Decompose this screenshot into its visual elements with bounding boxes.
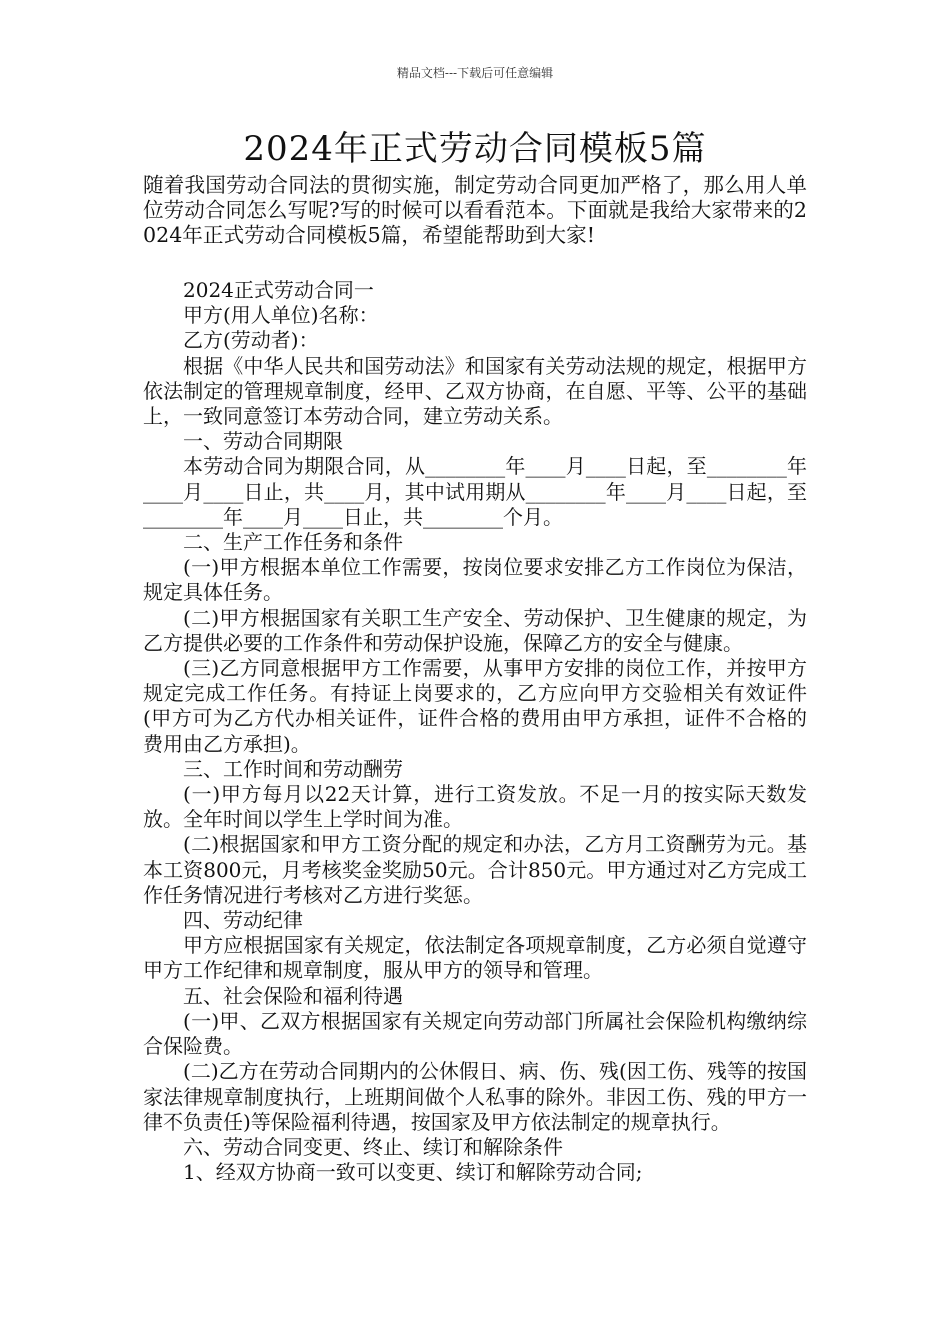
party-b-line: 乙方(劳动者)： bbox=[183, 328, 319, 353]
body-paragraph: 1、经双方协商一致可以变更、续订和解除劳动合同; bbox=[183, 1160, 643, 1185]
party-a-line: 甲方(用人单位)名称： bbox=[183, 303, 379, 328]
contract-heading: 2024正式劳动合同一 bbox=[183, 278, 374, 302]
body-paragraph: (二)根据国家和甲方工资分配的规定和办法，乙方月工资酬劳为元。基本工资800元，月考核奖金奖励50元。合计850元。甲方通过对乙方完成工作任务情况进行考核对乙方进行奖惩。 bbox=[143, 832, 807, 907]
section-heading: 一、劳动合同期限 bbox=[183, 429, 343, 454]
section-heading: 四、劳动纪律 bbox=[183, 908, 303, 933]
section-heading: 六、劳动合同变更、终止、续订和解除条件 bbox=[183, 1134, 563, 1159]
intro-paragraph: 随着我国劳动合同法的贯彻实施，制定劳动合同更加严格了，那么用人单位劳动合同怎么写呢?写的时候可以看看范本。下面就是我给大家带来的2024年正式劳动合同模板5篇，希望能帮助到大家! bbox=[143, 173, 807, 247]
running-header: 精品文档---下载后可任意编辑 bbox=[396, 66, 554, 80]
body-paragraph: (一)甲方每月以22天计算，进行工资发放。不足一月的按实际天数发放。全年时间以学生上学时间为准。 bbox=[143, 782, 807, 832]
body-paragraph: 甲方应根据国家有关规定，依法制定各项规章制度，乙方必须自觉遵守甲方工作纪律和规章制度，服从甲方的领导和管理。 bbox=[143, 933, 807, 983]
section-heading: 三、工作时间和劳动酬劳 bbox=[183, 756, 403, 781]
body-paragraph: (一)甲方根据本单位工作需要，按岗位要求安排乙方工作岗位为保洁，规定具体任务。 bbox=[143, 555, 807, 605]
paragraph-spacer bbox=[143, 248, 807, 278]
body-paragraph: (二)乙方在劳动合同期内的公休假日、病、伤、残(因工伤、残等的按国家法律规章制度执行，上班期间做个人私事的除外。非因工伤、残的甲方一律不负责任)等保险福利待遇，按国家及甲方依法制定的规章执行。 bbox=[143, 1059, 807, 1134]
body-paragraph: (三)乙方同意根据甲方工作需要，从事甲方安排的岗位工作，并按甲方规定完成工作任务。有持证上岗要求的，乙方应向甲方交验相关有效证件(甲方可为乙方代办相关证件，证件合格的费用由甲方承担，证件不合格的费用由乙方承担)。 bbox=[143, 656, 807, 756]
body-paragraph: 根据《中华人民共和国劳动法》和国家有关劳动法规的规定，根据甲方依法制定的管理规章制度，经甲、乙双方协商，在自愿、平等、公平的基础上，一致同意签订本劳动合同，建立劳动关系。 bbox=[143, 353, 807, 429]
document-title: 2024年正式劳动合同模板5篇 bbox=[243, 129, 707, 169]
body-paragraph: 本劳动合同为期限合同，从________年____月____日起，至________年____月____日止，共____月，其中试用期从________年____月____日起，至________年____月____日止，共________个月。 bbox=[143, 454, 807, 529]
body-paragraph: (二)甲方根据国家有关职工生产安全、劳动保护、卫生健康的规定，为乙方提供必要的工作条件和劳动保护设施，保障乙方的安全与健康。 bbox=[143, 605, 807, 655]
body-paragraph: (一)甲、乙双方根据国家有关规定向劳动部门所属社会保险机构缴纳综合保险费。 bbox=[143, 1008, 807, 1059]
document-body bbox=[143, 173, 807, 1185]
section-heading: 五、社会保险和福利待遇 bbox=[183, 983, 403, 1008]
section-heading: 二、生产工作任务和条件 bbox=[183, 530, 403, 555]
